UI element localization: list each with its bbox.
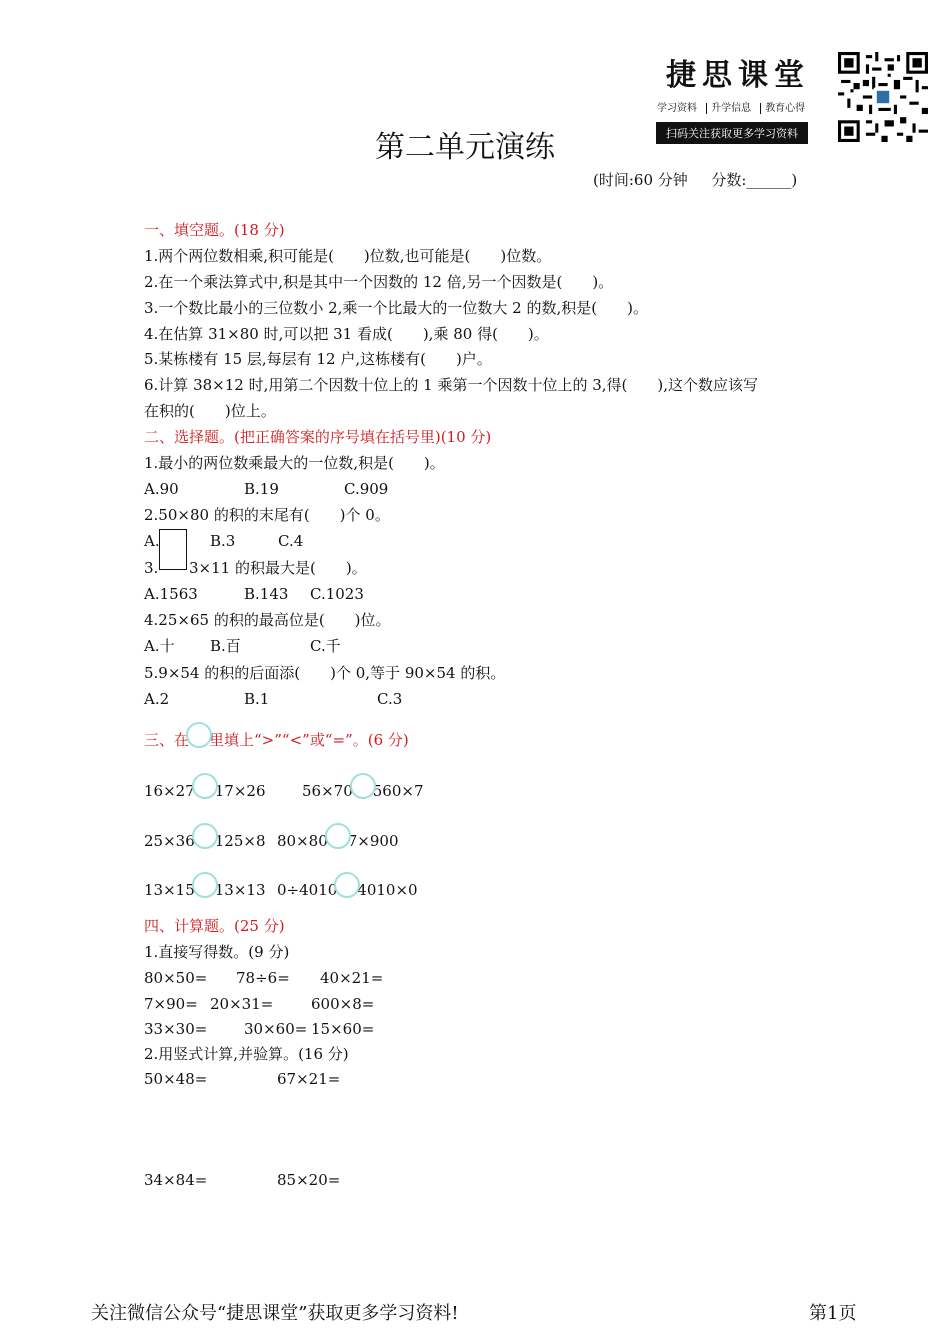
s4-sub2: 2.用竖式计算,并验算。(16 分) xyxy=(144,1045,349,1063)
tag-study: 学习资料 xyxy=(657,103,697,114)
s2-q1-option-b: B.19 xyxy=(244,480,279,498)
oral-calc: 40×21= xyxy=(320,969,384,987)
s2-q4-option-a: A.十 xyxy=(144,637,175,655)
s2-q3-option-b: B.143 xyxy=(244,585,289,603)
compare-circle-icon[interactable] xyxy=(192,773,218,799)
oral-calc: 78÷6= xyxy=(236,969,290,987)
page-title: 第二单元演练 xyxy=(375,130,555,165)
s2-q1-option-c: C.909 xyxy=(344,480,389,498)
s2-q1: 1.最小的两位数乘最大的一位数,积是( )。 xyxy=(144,454,445,472)
compare-left: 16×27 xyxy=(144,782,195,800)
compare-right: 560×7 xyxy=(372,782,424,800)
s2-q2: 2.50×80 的积的末尾有( )个 0。 xyxy=(144,506,390,524)
vertical-calc: 85×20= xyxy=(277,1171,341,1189)
section-1-heading: 一、填空题。(18 分) xyxy=(144,221,285,239)
score-field: 分数:______) xyxy=(711,171,798,189)
compare-row-2b xyxy=(277,829,399,855)
s2-q2-option-a: A. xyxy=(144,532,160,550)
oral-calc: 33×30= xyxy=(144,1020,208,1038)
s2-q3-option-a: A.1563 xyxy=(144,585,198,603)
page-number: 第1页 xyxy=(809,1303,857,1324)
s2-q5-option-b: B.1 xyxy=(244,690,270,708)
oral-calc: 30×60= xyxy=(244,1020,308,1038)
compare-right: 125×8 xyxy=(214,832,266,850)
compare-row-2 xyxy=(144,829,266,855)
s2-q5: 5.9×54 的积的后面添( )个 0,等于 90×54 的积。 xyxy=(144,664,506,682)
compare-row-1 xyxy=(144,779,266,805)
compare-circle-icon[interactable] xyxy=(192,872,218,898)
vertical-calc: 34×84= xyxy=(144,1171,208,1189)
s2-q5-option-a: A.2 xyxy=(144,690,170,708)
oral-calc: 7×90= xyxy=(144,995,198,1013)
blank-circle-icon xyxy=(186,722,212,748)
s2-q4-option-c: C.千 xyxy=(310,637,341,655)
s2-q5-option-c: C.3 xyxy=(377,690,403,708)
section-4-heading: 四、计算题。(25 分) xyxy=(144,917,285,935)
exam-meta xyxy=(593,170,797,190)
s2-q3: 3×11 的积最大是( )。 xyxy=(189,559,367,577)
oral-calc: 600×8= xyxy=(311,995,375,1013)
tag-admission: 升学信息 xyxy=(711,103,752,114)
compare-left: 80×80 xyxy=(277,832,328,850)
compare-right: 13×13 xyxy=(214,881,266,899)
compare-left: 25×36 xyxy=(144,832,195,850)
s1-q4: 4.在估算 31×80 时,可以把 31 看成( ),乘 80 得( )。 xyxy=(144,325,549,343)
brand-logo: 捷思课堂 xyxy=(666,58,810,93)
s2-q4-option-b: B.百 xyxy=(210,637,241,655)
compare-circle-icon[interactable] xyxy=(192,823,218,849)
s2-q2-option-c: C.4 xyxy=(278,532,304,550)
compare-right: 4010×0 xyxy=(357,881,418,899)
section-3-heading xyxy=(144,728,409,754)
s2-q2-option-b: B.3 xyxy=(210,532,236,550)
compare-left: 13×15 xyxy=(144,881,195,899)
s2-q3-number: 3. xyxy=(144,559,159,577)
compare-left: 56×70 xyxy=(302,782,353,800)
s3-heading-pre: 三、在 xyxy=(144,731,190,749)
blank-box xyxy=(159,529,187,570)
vertical-calc: 50×48= xyxy=(144,1070,208,1088)
compare-right: 17×26 xyxy=(214,782,266,800)
s1-q6-line1: 6.计算 38×12 时,用第二个因数十位上的 1 乘第一个因数十位上的 3,得( ),这个数应该写 xyxy=(144,376,758,394)
qr-code-icon xyxy=(838,52,928,142)
compare-row-3b xyxy=(277,878,418,904)
compare-circle-icon[interactable] xyxy=(350,773,376,799)
slogan-bar: 扫码关注获取更多学习资料 xyxy=(656,122,808,144)
compare-circle-icon[interactable] xyxy=(325,823,351,849)
s3-heading-post: 里填上“>”“<”或“=”。(6 分) xyxy=(209,731,409,749)
s1-q6-line2: 在积的( )位上。 xyxy=(144,402,276,420)
s4-sub1: 1.直接写得数。(9 分) xyxy=(144,943,290,961)
compare-right: 7×900 xyxy=(347,832,399,850)
time-limit: (时间:60 分钟 xyxy=(593,171,688,189)
compare-left: 0÷4010 xyxy=(277,881,338,899)
brand-tags xyxy=(657,96,805,115)
s2-q1-option-a: A.90 xyxy=(144,480,179,498)
s1-q2: 2.在一个乘法算式中,积是其中一个因数的 12 倍,另一个因数是( )。 xyxy=(144,273,614,291)
section-2-heading: 二、选择题。(把正确答案的序号填在括号里)(10 分) xyxy=(144,428,492,446)
s1-q3: 3.一个数比最小的三位数小 2,乘一个比最大的一位数大 2 的数,积是( )。 xyxy=(144,299,648,317)
oral-calc: 15×60= xyxy=(311,1020,375,1038)
oral-calc: 80×50= xyxy=(144,969,208,987)
tag-education: 教育心得 xyxy=(765,103,806,114)
compare-row-3 xyxy=(144,878,266,904)
oral-calc: 20×31= xyxy=(210,995,274,1013)
s2-q3-option-c: C.1023 xyxy=(310,585,364,603)
s1-q5: 5.某栋楼有 15 层,每层有 12 户,这栋楼有( )户。 xyxy=(144,350,492,368)
footer-note: 关注微信公众号“捷思课堂”获取更多学习资料! xyxy=(91,1303,459,1324)
compare-row-1b xyxy=(302,779,424,805)
s2-q4: 4.25×65 的积的最高位是( )位。 xyxy=(144,611,391,629)
vertical-calc: 67×21= xyxy=(277,1070,341,1088)
s1-q1: 1.两个两位数相乘,积可能是( )位数,也可能是( )位数。 xyxy=(144,247,552,265)
